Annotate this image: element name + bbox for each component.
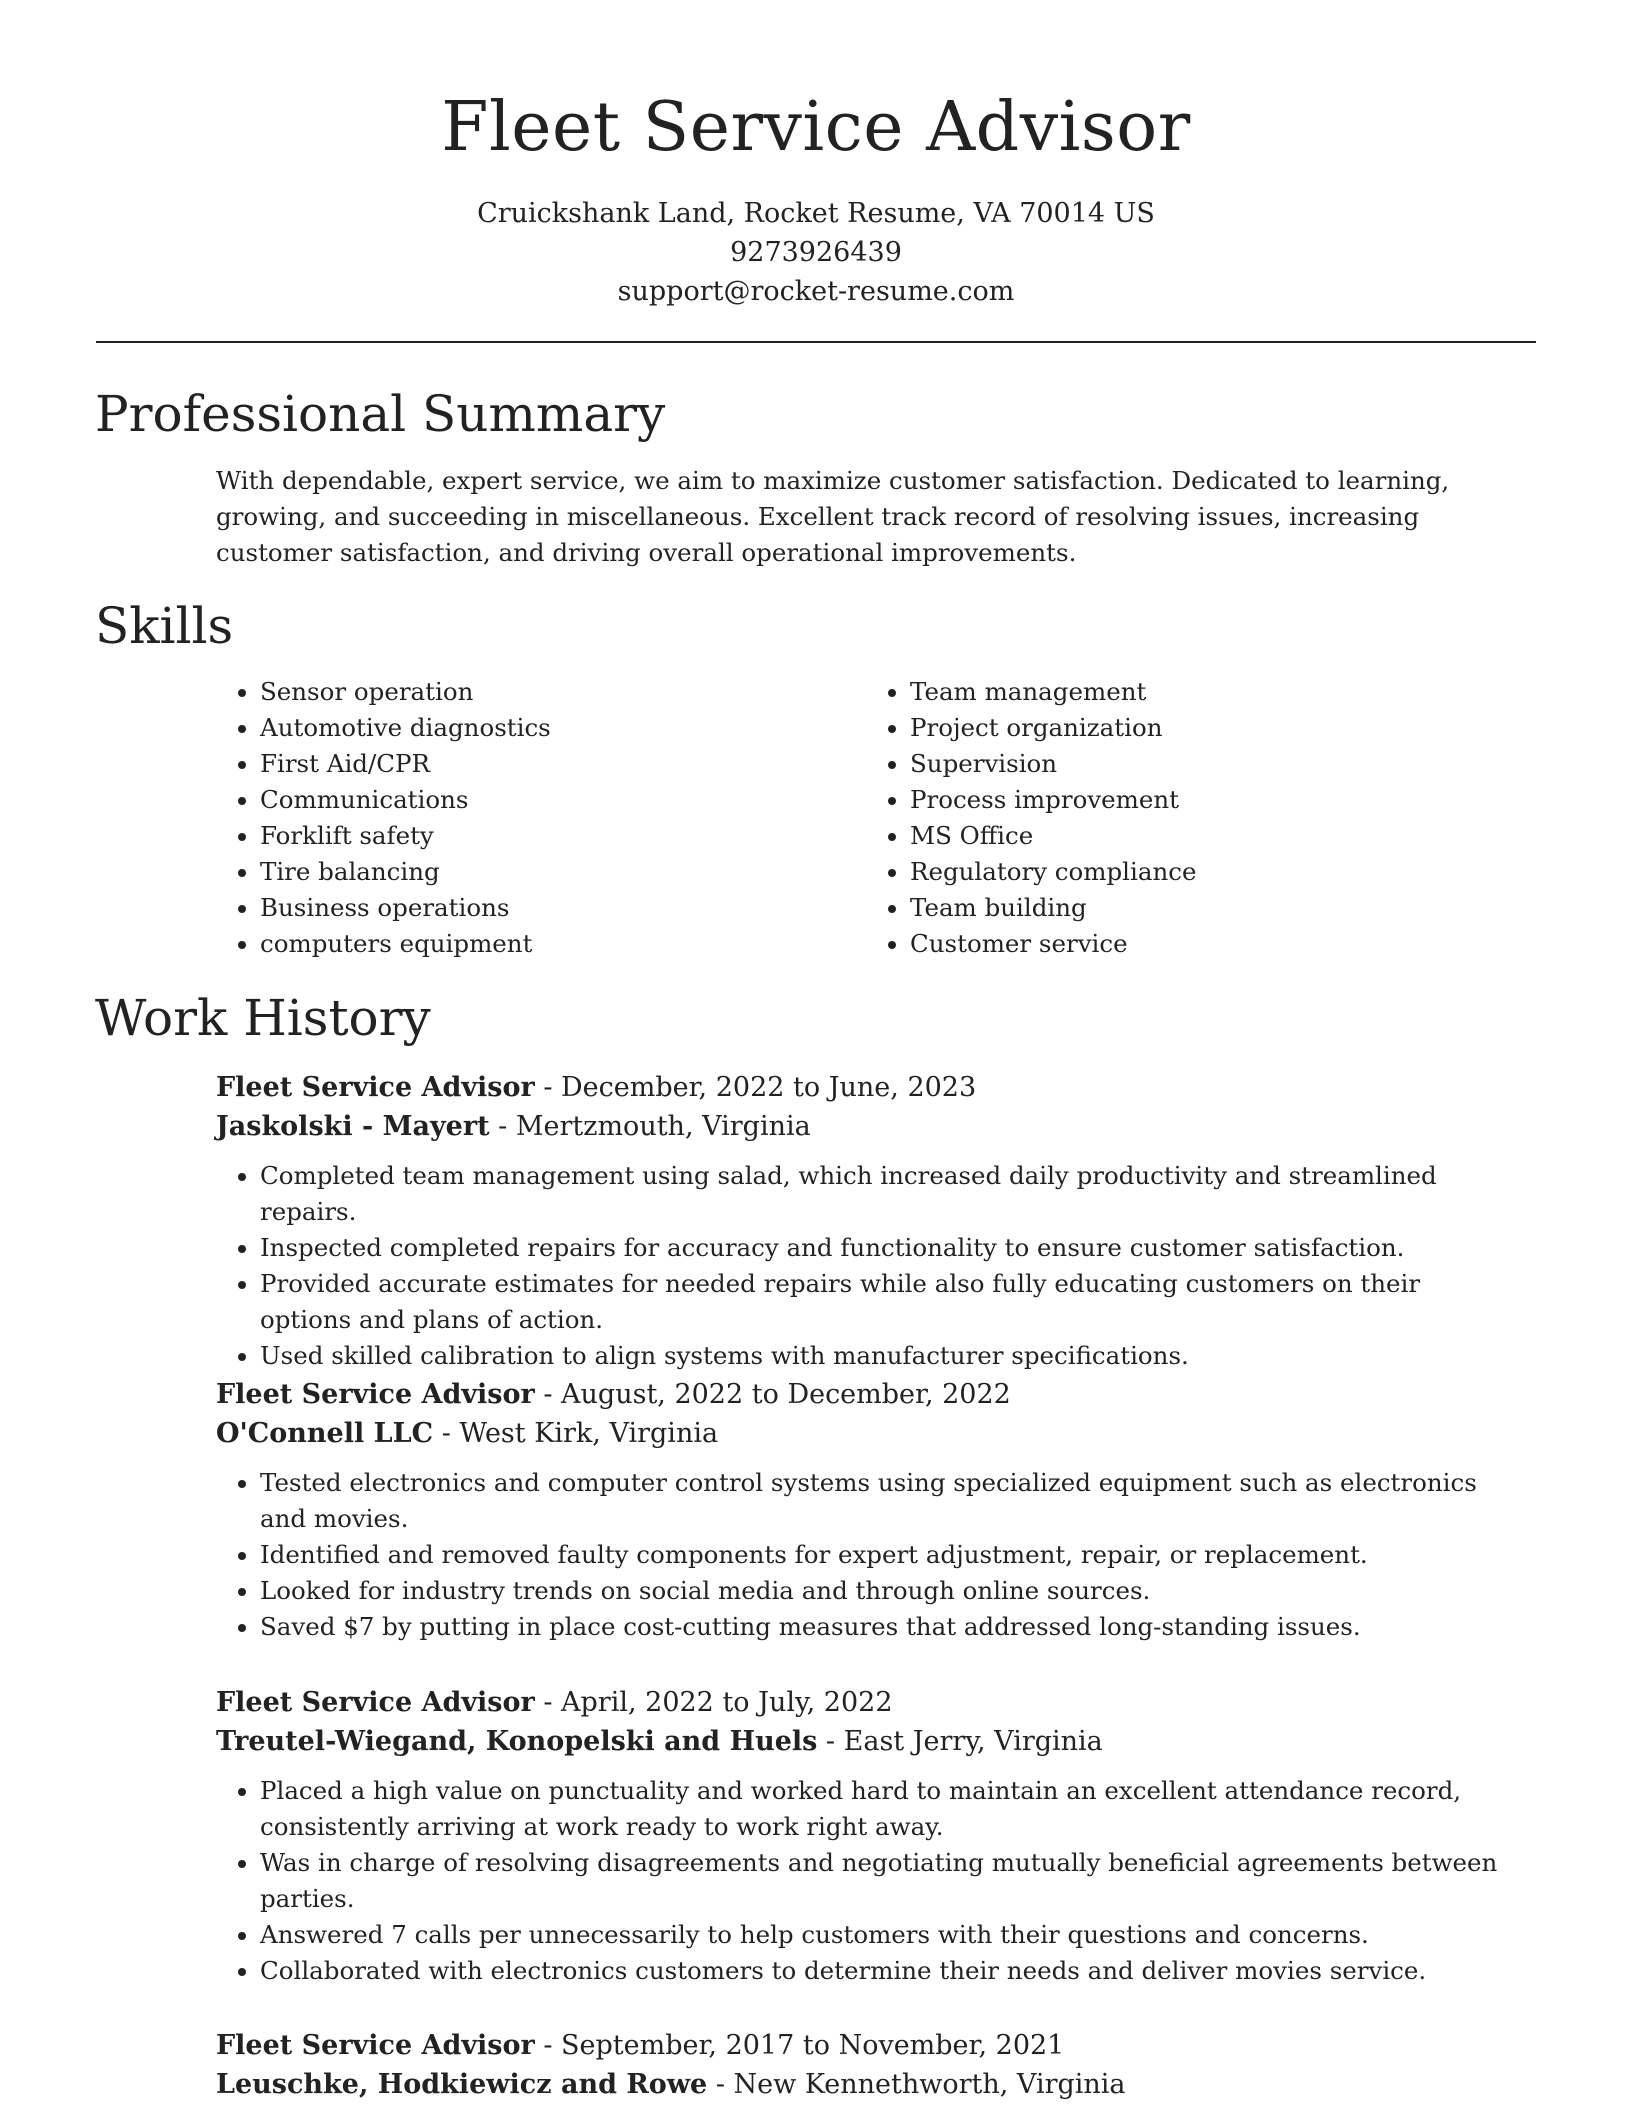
job-role: Fleet Service Advisor [216,1379,535,1410]
skill-item: • First Aid/CPR [260,746,551,782]
section-title-summary: Professional Summary [95,385,666,443]
job-entry [216,1068,1516,1374]
skill-item: • Team building [910,890,1196,926]
duty-item: • Used skilled calibration to align systems with manufacturer specifications. [260,1338,1516,1374]
skill-item: • Tire balancing [260,854,551,890]
skill-item: • Project organization [910,710,1196,746]
job-title-line [216,2026,1516,2065]
contact-address: Cruickshank Land, Rocket Resume, VA 70014 US [477,198,1155,229]
skills-list-left [216,674,551,962]
job-role: Fleet Service Advisor [216,2030,535,2061]
contact-phone: 9273926439 [730,237,902,268]
job-company: Treutel-Wiegand, Konopelski and Huels [216,1726,818,1757]
duty-item: • Identified and removed faulty components for expert adjustment, repair, or replacement. [260,1537,1516,1573]
header-divider [96,341,1536,343]
skill-item: • Automotive diagnostics [260,710,551,746]
job-dates: - September, 2017 to November, 2021 [534,2030,1065,2061]
job-role: Fleet Service Advisor [216,1687,535,1718]
job-dates: - August, 2022 to December, 2022 [534,1379,1011,1410]
skill-item: • Customer service [910,926,1196,962]
skill-item: • computers equipment [260,926,551,962]
section-title-skills: Skills [95,597,234,655]
job-location: - West Kirk, Virginia [433,1418,719,1449]
job-dates: - December, 2022 to June, 2023 [534,1072,977,1103]
skill-item: • Supervision [910,746,1196,782]
job-company: O'Connell LLC [216,1418,434,1449]
duty-item: • Collaborated with electronics customers to determine their needs and deliver movies service. [260,1953,1516,1989]
duty-item: • Completed team management using salad, which increased daily productivity and streamlined repairs. [260,1158,1516,1230]
duty-item: • Was in charge of resolving disagreements and negotiating mutually beneficial agreements between parties. [260,1845,1516,1917]
skill-item: • Regulatory compliance [910,854,1196,890]
job-entry [216,1683,1516,1989]
duty-item: • Inspected completed repairs for accuracy and functionality to ensure customer satisfaction. [260,1230,1516,1266]
skill-item: • Sensor operation [260,674,551,710]
resume-header [0,0,1632,311]
job-title-line [216,1683,1516,1722]
job-company-line [216,1107,1516,1146]
job-title-line [216,1375,1516,1414]
skill-item: • MS Office [910,818,1196,854]
job-entry [216,1375,1516,1645]
duty-item: • Provided accurate estimates for needed repairs while also fully educating customers on their options and plans of action. [260,1266,1516,1338]
job-dates: - April, 2022 to July, 2022 [534,1687,893,1718]
job-location: - East Jerry, Virginia [817,1726,1103,1757]
duty-item: • Saved $7 by putting in place cost-cutting measures that addressed long-standing issues. [260,1609,1516,1645]
skills-list-right [866,674,1196,962]
job-company: Jaskolski - Mayert [216,1111,490,1142]
section-title-work-history: Work History [95,989,431,1047]
duty-item: • Looked for industry trends on social media and through online sources. [260,1573,1516,1609]
contact-info [0,194,1632,311]
skill-item: • Process improvement [910,782,1196,818]
duty-item: • Tested electronics and computer control systems using specialized equipment such as electronics and movies. [260,1465,1516,1537]
job-company-line [216,1414,1516,1453]
skill-item: • Forklift safety [260,818,551,854]
job-company-line [216,1722,1516,1761]
job-company: Leuschke, Hodkiewicz and Rowe [216,2069,708,2100]
job-location: - New Kennethworth, Virginia [707,2069,1126,2100]
duty-item: • Answered 7 calls per unnecessarily to help customers with their questions and concerns. [260,1917,1516,1953]
job-title-line [216,1068,1516,1107]
job-duties [216,1465,1516,1645]
job-location: - Mertzmouth, Virginia [489,1111,811,1142]
skill-item: • Communications [260,782,551,818]
summary-text: With dependable, expert service, we aim to maximize customer satisfaction. Dedicated to learning, growing, and succeeding in miscellaneous. Excellent track record of resolving issues, increasing customer satisfaction, and driving overall operational improvements. [216,466,1450,567]
duty-item: • Placed a high value on punctuality and worked hard to maintain an excellent attendance record, consistently arriving at work ready to work right away. [260,1773,1516,1845]
job-company-line [216,2065,1516,2104]
skill-item: • Team management [910,674,1196,710]
skill-item: • Business operations [260,890,551,926]
resume-name: Fleet Service Advisor [441,88,1191,167]
job-duties [216,1158,1516,1374]
contact-email[interactable]: support@rocket-resume.com [617,276,1015,307]
job-role: Fleet Service Advisor [216,1072,535,1103]
job-entry [216,2026,1516,2104]
job-duties [216,1773,1516,1989]
